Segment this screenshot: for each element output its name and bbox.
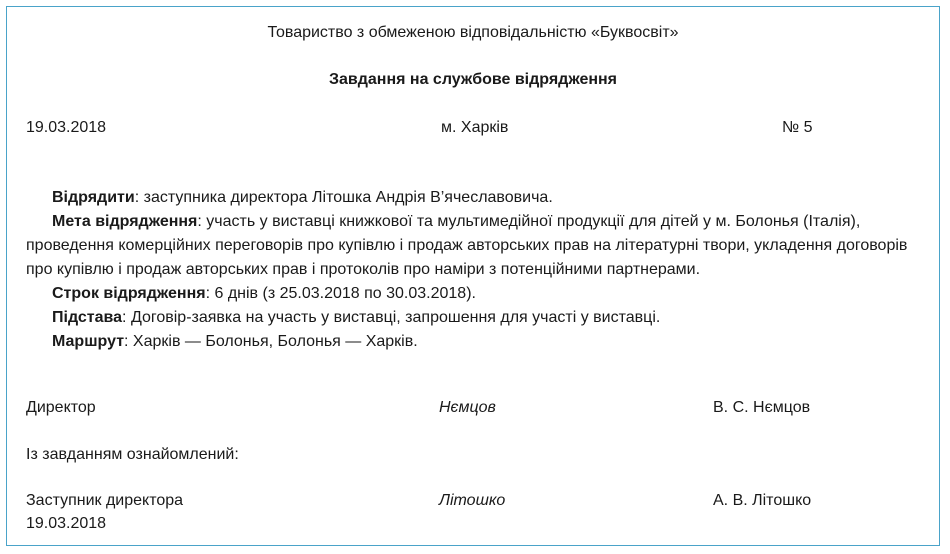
- document-date: 19.03.2018: [26, 119, 107, 136]
- send-paragraph: [26, 186, 921, 210]
- basis-paragraph: [26, 306, 921, 330]
- director-name: В. С. Нємцов: [713, 399, 811, 416]
- term-text: : 6 днів (з 25.03.2018 по 30.03.2018).: [205, 285, 476, 302]
- acknowledgement-label: Із завданням ознайомлений:: [26, 446, 239, 463]
- purpose-label: Мета відрядження: [52, 213, 198, 230]
- organization-name: Товариство з обмеженою відповідальністю «Буквосвіт»: [267, 24, 679, 41]
- deputy-signature: Літошко: [439, 492, 506, 509]
- basis-text: : Договір-заявка на участь у виставці, запрошення для участі у виставці.: [122, 309, 661, 326]
- document-city: м. Харків: [441, 119, 509, 136]
- deputy-name: А. В. Літошко: [713, 492, 812, 509]
- route-label: Маршрут: [52, 333, 125, 350]
- document-title: Завдання на службове відрядження: [328, 71, 618, 88]
- deputy-date: 19.03.2018: [26, 515, 107, 532]
- term-paragraph: [26, 282, 921, 306]
- term-label: Строк відрядження: [52, 285, 206, 302]
- purpose-text: : участь у виставці книжкової та мультимедійної продукції для дітей у м. Болонья (Італія), проведення комерційних переговорів про купівлю і продаж авторських прав на літературні твори, укладення договорів про купівлю і продаж авторських прав і протоколів про наміри з потенційними партнерами.: [26, 213, 908, 278]
- send-text: : заступника директора Літошка Андрія В’ячеславовича.: [134, 189, 553, 206]
- route-text: : Харків — Болонья, Болонья — Харків.: [124, 333, 418, 350]
- deputy-position: Заступник директора: [26, 492, 184, 509]
- document-number: № 5: [782, 119, 813, 136]
- purpose-paragraph: [26, 210, 921, 282]
- assignment-body: [26, 186, 921, 354]
- director-position: Директор: [26, 399, 96, 416]
- send-label: Відрядити: [52, 189, 135, 206]
- basis-label: Підстава: [52, 309, 123, 326]
- route-paragraph: [26, 330, 921, 354]
- director-signature: Нємцов: [439, 399, 496, 416]
